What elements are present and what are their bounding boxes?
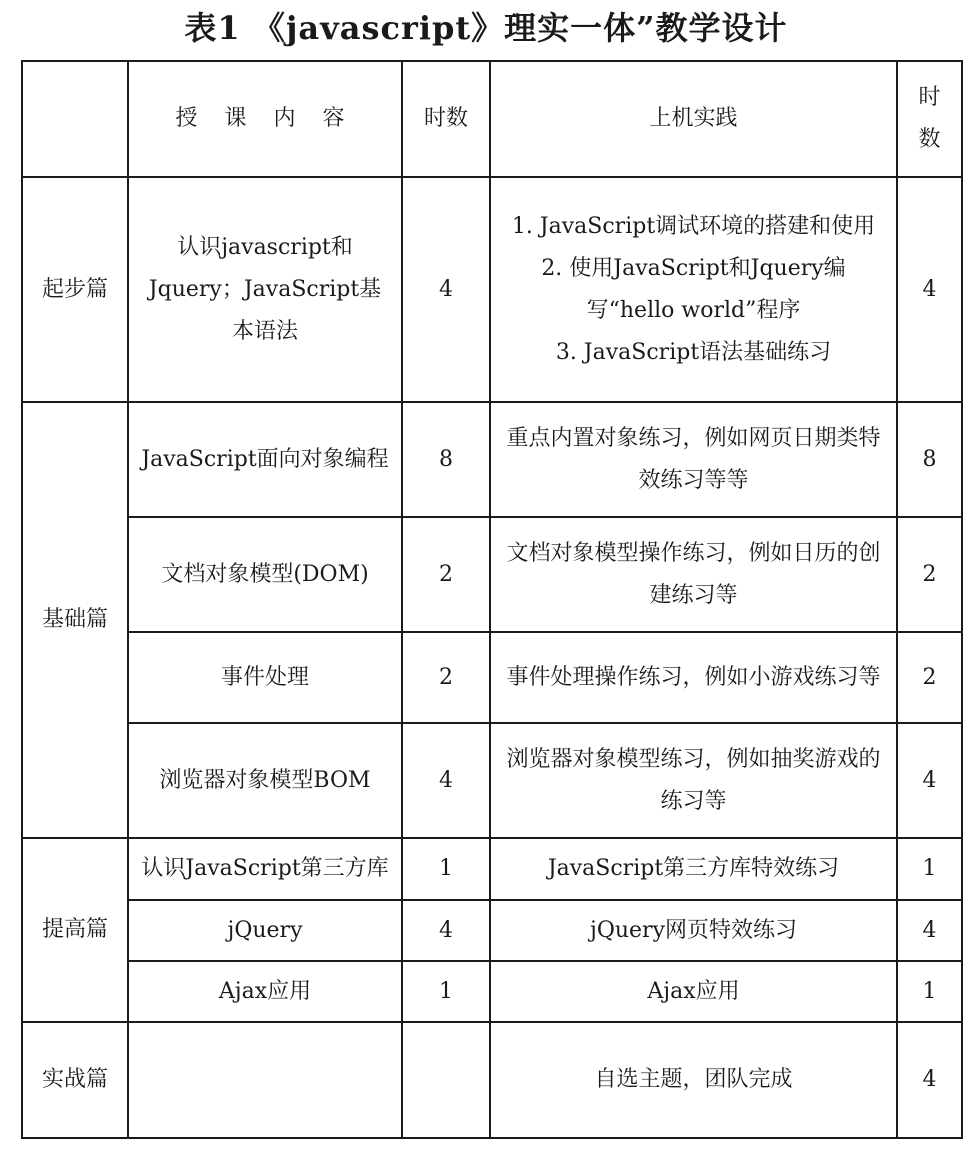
header-practice-hours	[897, 61, 962, 177]
header-practice-hours-line1: 时	[918, 85, 941, 110]
content-cell: Ajax应用	[128, 961, 402, 1022]
stage-cell: 提高篇	[22, 838, 128, 1022]
stage-cell: 实战篇	[22, 1022, 128, 1138]
stage-cell: 起步篇	[22, 177, 128, 402]
stage-cell: 基础篇	[22, 402, 128, 838]
content-cell: 认识JavaScript第三方库	[128, 838, 402, 900]
table-row	[22, 961, 962, 1022]
practice-hours-cell: 4	[897, 900, 962, 961]
practice-cell: 浏览器对象模型练习，例如抽奖游戏的练习等	[490, 723, 897, 838]
practice-hours-cell: 4	[897, 1022, 962, 1138]
content-cell: 认识javascript和Jquery；JavaScript基本语法	[128, 177, 402, 402]
table-row	[22, 517, 962, 632]
practice-hours-cell: 8	[897, 402, 962, 517]
practice-item: 1. JavaScript调试环境的搭建和使用	[511, 213, 876, 239]
header-row	[22, 61, 962, 177]
practice-hours-cell: 4	[897, 723, 962, 838]
hours-cell: 8	[402, 402, 490, 517]
table-row	[22, 900, 962, 961]
table-row	[22, 723, 962, 838]
content-cell	[128, 1022, 402, 1138]
table-row	[22, 838, 962, 900]
practice-hours-cell: 1	[897, 838, 962, 900]
hours-cell: 2	[402, 517, 490, 632]
practice-cell	[490, 177, 897, 402]
hours-cell: 4	[402, 900, 490, 961]
header-practice-hours-line2: 数	[918, 127, 941, 152]
content-cell: 文档对象模型(DOM)	[128, 517, 402, 632]
table-row	[22, 1022, 962, 1138]
table-row	[22, 632, 962, 723]
hours-cell: 4	[402, 177, 490, 402]
practice-cell: JavaScript第三方库特效练习	[490, 838, 897, 900]
practice-cell: 文档对象模型操作练习，例如日历的创建练习等	[490, 517, 897, 632]
header-content: 授 课 内 容	[128, 61, 402, 177]
practice-hours-cell: 1	[897, 961, 962, 1022]
header-stage	[22, 61, 128, 177]
header-hours: 时数	[402, 61, 490, 177]
practice-cell: 事件处理操作练习，例如小游戏练习等	[490, 632, 897, 723]
practice-hours-cell: 2	[897, 632, 962, 723]
content-cell: JavaScript面向对象编程	[128, 402, 402, 517]
table-row	[22, 177, 962, 402]
hours-cell: 2	[402, 632, 490, 723]
header-practice: 上机实践	[490, 61, 897, 177]
practice-cell: Ajax应用	[490, 961, 897, 1022]
practice-hours-cell: 2	[897, 517, 962, 632]
hours-cell: 1	[402, 838, 490, 900]
hours-cell: 4	[402, 723, 490, 838]
content-cell: 浏览器对象模型BOM	[128, 723, 402, 838]
table-title: 表1 《javascript》理实一体”教学设计	[184, 9, 788, 47]
hours-cell: 1	[402, 961, 490, 1022]
practice-item: 3. JavaScript语法基础练习	[555, 339, 832, 365]
table-row	[22, 402, 962, 517]
content-cell: 事件处理	[128, 632, 402, 723]
teaching-design-table	[21, 60, 963, 1139]
practice-cell: 重点内置对象练习，例如网页日期类特效练习等等	[490, 402, 897, 517]
practice-item: 2. 使用JavaScript和Jquery编写“hello world”程序	[541, 255, 846, 323]
content-cell: jQuery	[128, 900, 402, 961]
practice-cell: 自选主题，团队完成	[490, 1022, 897, 1138]
practice-hours-cell: 4	[897, 177, 962, 402]
practice-cell: jQuery网页特效练习	[490, 900, 897, 961]
hours-cell	[402, 1022, 490, 1138]
